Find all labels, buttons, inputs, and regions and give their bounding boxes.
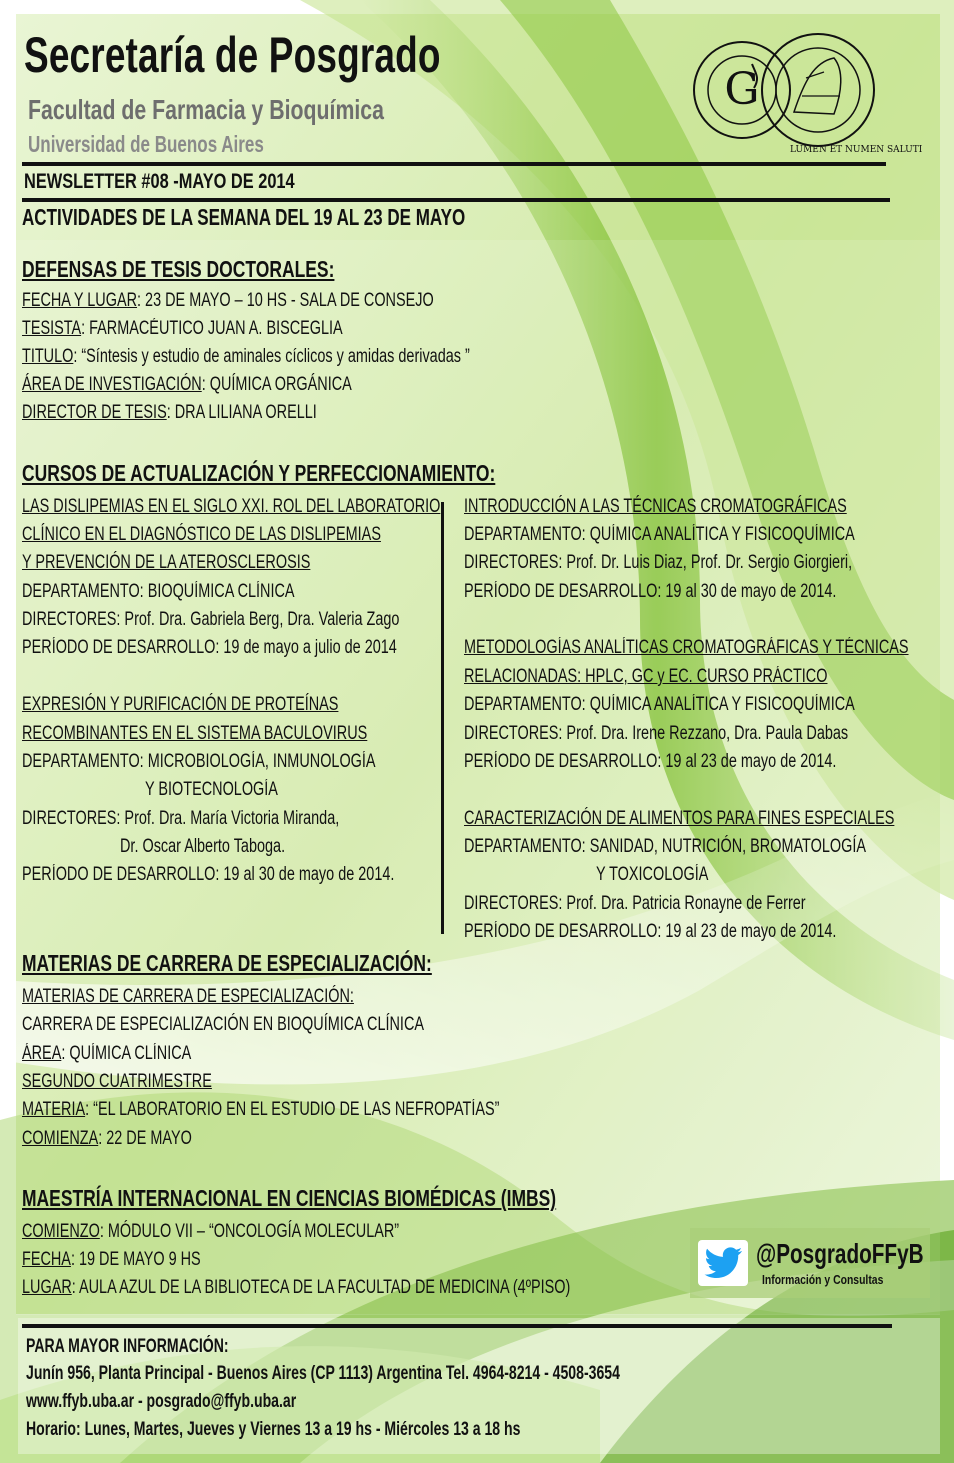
course-detail-line: Dr. Oscar Alberto Taboga.	[120, 836, 286, 857]
masters-heading: MAESTRÍA INTERNACIONAL EN CIENCIAS BIOMÉDICAS (IMBS)	[22, 1185, 557, 1211]
course-title-line: CLÍNICO EN EL DIAGNÓSTICO DE LAS DISLIPEMIAS	[22, 524, 381, 545]
footer-address: Junín 956, Planta Principal - Buenos Aires (CP 1113) Argentina Tel. 4964-8214 - 4508-3654	[26, 1363, 620, 1384]
course-detail-line: Y TOXICOLOGÍA	[596, 864, 709, 885]
university-name: Universidad de Buenos Aires	[28, 131, 264, 157]
course-detail-line: DEPARTAMENTO: SANIDAD, NUTRICIÓN, BROMATOLOGÍA	[464, 836, 866, 857]
thesis-row-value: : DRA LILIANA ORELLI	[166, 402, 317, 423]
footer-heading: PARA MAYOR INFORMACIÓN:	[26, 1336, 229, 1357]
thesis-row-value: : 23 DE MAYO – 10 HS - SALA DE CONSEJO	[137, 290, 434, 311]
thesis-row-key: TITULO	[22, 346, 74, 367]
thesis-row	[22, 287, 434, 315]
twitter-subtitle: Información y Consultas	[762, 1272, 884, 1287]
specialization-subject: MATERIA: “EL LABORATORIO EN EL ESTUDIO DE LAS NEFROPATÍAS”	[22, 1099, 500, 1120]
course-detail-line: Y BIOTECNOLOGÍA	[145, 779, 278, 800]
course-title-line: METODOLOGÍAS ANALÍTICAS CROMATOGRÁFICAS Y TÉCNICAS	[464, 637, 909, 658]
footer-web[interactable]: www.ffyb.uba.ar - posgrado@ffyb.uba.ar	[26, 1391, 297, 1412]
thesis-row	[22, 315, 343, 343]
course-detail-line: DEPARTAMENTO: BIOQUÍMICA CLÍNICA	[22, 581, 295, 602]
svg-text:G: G	[724, 64, 760, 115]
course-title-line: Y PREVENCIÓN DE LA ATEROSCLEROSIS	[22, 552, 311, 573]
column-divider	[441, 502, 444, 934]
university-seal-icon	[694, 22, 923, 158]
thesis-row-value: : “Síntesis y estudio de aminales cíclicos y amidas derivadas ”	[73, 346, 470, 367]
svg-text:LUMEN ET NUMEN SALUTI: LUMEN ET NUMEN SALUTI	[790, 145, 923, 155]
page-title: Secretaría de Posgrado	[24, 27, 441, 83]
specialization-sub: MATERIAS DE CARRERA DE ESPECIALIZACIÓN:	[22, 986, 354, 1007]
faculty-name: Facultad de Farmacia y Bioquímica	[28, 94, 384, 125]
masters-row: FECHA: 19 DE MAYO 9 HS	[22, 1249, 201, 1270]
masters-row: LUGAR: AULA AZUL DE LA BIBLIOTECA DE LA FACULTAD DE MEDICINA (4ºPISO)	[22, 1277, 571, 1298]
thesis-row-key: TESISTA	[22, 318, 82, 339]
specialization-heading: MATERIAS DE CARRERA DE ESPECIALIZACIÓN:	[22, 950, 432, 976]
thesis-row-key: DIRECTOR DE TESIS	[22, 402, 167, 423]
specialization-start: COMIENZA: 22 DE MAYO	[22, 1128, 192, 1149]
course-detail-line: DIRECTORES: Prof. Dra. Patricia Ronayne de Ferrer	[464, 893, 806, 914]
course-title-line: RECOMBINANTES EN EL SISTEMA BACULOVIRUS	[22, 723, 368, 744]
course-detail-line: PERÍODO DE DESARROLLO: 19 al 23 de mayo de 2014.	[464, 751, 837, 772]
course-title-line: LAS DISLIPEMIAS EN EL SIGLO XXI. ROL DEL LABORATORIO	[22, 496, 441, 517]
course-detail-line: DEPARTAMENTO: QUÍMICA ANALÍTICA Y FISICOQUÍMICA	[464, 694, 855, 715]
newsletter-issue: NEWSLETTER #08 -MAYO DE 2014	[24, 170, 295, 193]
course-detail-line: DIRECTORES: Prof. Dra. María Victoria Miranda,	[22, 808, 340, 829]
footer-hours: Horario: Lunes, Martes, Jueves y Viernes 13 a 19 hs - Miércoles 13 a 18 hs	[26, 1419, 521, 1440]
course-detail-line: DEPARTAMENTO: MICROBIOLOGÍA, INMUNOLOGÍA	[22, 751, 376, 772]
course-detail-line: PERÍODO DE DESARROLLO: 19 al 23 de mayo de 2014.	[464, 921, 837, 942]
thesis-row-key: FECHA Y LUGAR	[22, 290, 138, 311]
course-detail-line: PERÍODO DE DESARROLLO: 19 al 30 de mayo de 2014.	[464, 581, 837, 602]
course-detail-line: DIRECTORES: Prof. Dra. Irene Rezzano, Dra. Paula Dabas	[464, 723, 849, 744]
masters-row: COMIENZO: MÓDULO VII – “ONCOLOGÍA MOLECULAR”	[22, 1221, 400, 1242]
course-title-line: CARACTERIZACIÓN DE ALIMENTOS PARA FINES ESPECIALES	[464, 808, 895, 829]
specialization-area: ÁREA: QUÍMICA CLÍNICA	[22, 1043, 192, 1064]
thesis-row-key: ÁREA DE INVESTIGACIÓN	[22, 374, 202, 395]
specialization-term: SEGUNDO CUATRIMESTRE	[22, 1071, 212, 1092]
thesis-row	[22, 371, 352, 399]
course-title-line: INTRODUCCIÓN A LAS TÉCNICAS CROMATOGRÁFICAS	[464, 496, 847, 517]
courses-heading: CURSOS DE ACTUALIZACIÓN Y PERFECCIONAMIENTO:	[22, 460, 496, 486]
course-detail-line: PERÍODO DE DESARROLLO: 19 de mayo a julio de 2014	[22, 637, 397, 658]
course-detail-line: PERÍODO DE DESARROLLO: 19 al 30 de mayo de 2014.	[22, 864, 395, 885]
thesis-row	[22, 343, 470, 371]
header-rule-top	[22, 162, 886, 166]
course-detail-line: DIRECTORES: Prof. Dr. Luis Diaz, Prof. Dr. Sergio Giorgieri,	[464, 552, 853, 573]
specialization-career: CARRERA DE ESPECIALIZACIÓN EN BIOQUÍMICA CLÍNICA	[22, 1014, 425, 1035]
course-title-line: EXPRESIÓN Y PURIFICACIÓN DE PROTEÍNAS	[22, 694, 339, 715]
thesis-row-value: : FARMACÉUTICO JUAN A. BISCEGLIA	[81, 318, 343, 339]
twitter-bird-icon[interactable]	[698, 1240, 748, 1286]
thesis-heading: DEFENSAS DE TESIS DOCTORALES:	[22, 256, 335, 282]
thesis-row	[22, 399, 317, 427]
week-heading: ACTIVIDADES DE LA SEMANA DEL 19 AL 23 DE MAYO	[22, 204, 466, 230]
course-detail-line: DEPARTAMENTO: QUÍMICA ANALÍTICA Y FISICOQUÍMICA	[464, 524, 855, 545]
twitter-handle[interactable]: @PosgradoFFyB	[756, 1238, 924, 1269]
course-detail-line: DIRECTORES: Prof. Dra. Gabriela Berg, Dra. Valeria Zago	[22, 609, 400, 630]
footer-rule	[22, 1324, 892, 1328]
header-rule-bottom	[22, 198, 890, 202]
course-title-line: RELACIONADAS: HPLC, GC y EC. CURSO PRÁCTICO	[464, 666, 828, 687]
thesis-row-value: : QUÍMICA ORGÁNICA	[201, 374, 352, 395]
